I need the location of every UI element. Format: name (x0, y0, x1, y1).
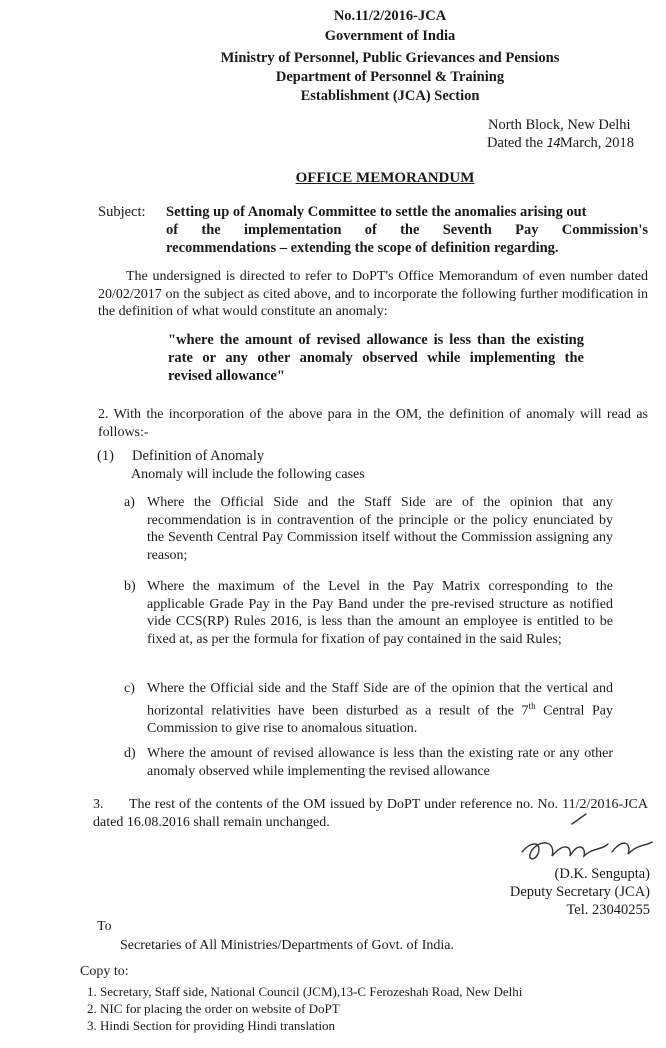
copy-to-item: 1. Secretary, Staff side, National Council (JCM),13-C Ferozeshah Road, New Delhi (87, 984, 523, 999)
date-line (487, 135, 657, 153)
item-c-text-pre: Where the Official side and the Staff Side are of the opinion that the vertical and horizontal relativities have been disturbed as a result of the 7 (147, 681, 613, 719)
date-prefix: Dated the (487, 135, 543, 151)
copy-to-label: Copy to: (80, 964, 129, 979)
reference-number: No.11/2/2016-JCA (333, 8, 447, 24)
definition-intro: Anomaly will include the following cases (131, 467, 365, 482)
paragraph-3-number: 3. (93, 797, 104, 812)
copy-to-item: 2. NIC for placing the order on website of DoPT (87, 1001, 340, 1016)
subject-line-3: recommendations – extending the scope of definition regarding. (166, 240, 559, 256)
item-c-text-post: Central Pay Commission to give rise to anomalous situation. (147, 703, 613, 736)
to-recipient: Secretaries of All Ministries/Departments of Govt. of India. (120, 938, 454, 953)
signatory-designation: Deputy Secretary (JCA) (509, 884, 650, 900)
subject-line-2: of the implementation of the Seventh Pay Commission's (166, 222, 648, 238)
item-c-text (147, 680, 613, 737)
handwritten-signature (512, 812, 662, 870)
section-line: Establishment (JCA) Section (300, 88, 480, 104)
place-line: North Block, New Delhi (488, 117, 631, 133)
item-c-superscript: th (528, 700, 536, 711)
government-line: Government of India (324, 28, 456, 44)
paragraph-2: 2. With the incorporation of the above para in the OM, the definition of anomaly will read as follows:- (98, 407, 648, 440)
subject-label: Subject: (98, 204, 146, 220)
signatory-name: (D.K. Sengupta) (554, 866, 650, 882)
item-a-label: a) (124, 495, 135, 510)
memo-title: OFFICE MEMORANDUM (295, 170, 475, 186)
to-label: To (97, 919, 112, 934)
quoted-modification: "where the amount of revised allowance is less than the existing rate or any other anomaly observed while implementing the revised allowance" (168, 332, 584, 384)
handwritten-date: 14 (546, 136, 560, 150)
paragraph-3-text: The rest of the contents of the OM issued by DoPT under reference no. No. 11/2/2016-JCA dated 16.08.2016 shall remain unchanged. (93, 797, 648, 830)
intro-paragraph: The undersigned is directed to refer to DoPT's Office Memorandum of even number dated 20/02/2017 on the subject as cited above, and to incorporate the following further modification in the definition of what would constitute an anomaly: (98, 269, 648, 319)
item-d-text: Where the amount of revised allowance is less than the existing rate or any other anomaly observed while implementing the revised allowance (147, 746, 613, 779)
copy-to-item: 3. Hindi Section for providing Hindi translation (87, 1018, 336, 1033)
date-suffix: March, 2018 (559, 135, 634, 151)
item-b-text: Where the maximum of the Level in the Pay Matrix corresponding to the applicable Grade Pay in the Pay Band under the pre-revised structure as notified vide CCS(RP) Rules 2016, is less than the amount an employee is entitled to be fixed at, as per the formula for fixation of pay contained in the said Rules; (147, 579, 613, 647)
signatory-telephone: Tel. 23040255 (566, 902, 650, 918)
department-line: Department of Personnel & Training (275, 69, 505, 85)
item-c-label: c) (124, 681, 135, 696)
ministry-line: Ministry of Personnel, Public Grievances and Pensions (220, 50, 560, 66)
item-a-text: Where the Official Side and the Staff Side are of the opinion that any recommendation is in contravention of the principle or the policy enunciated by the Seventh Central Pay Commission itself without the Commission assigning any reason; (147, 495, 613, 563)
item-b-label: b) (124, 579, 136, 594)
definition-number: (1) (97, 448, 114, 464)
subject-line-1: Setting up of Anomaly Committee to settle the anomalies arising out (166, 204, 587, 220)
item-d-label: d) (124, 746, 136, 761)
definition-heading: Definition of Anomaly (132, 448, 265, 464)
